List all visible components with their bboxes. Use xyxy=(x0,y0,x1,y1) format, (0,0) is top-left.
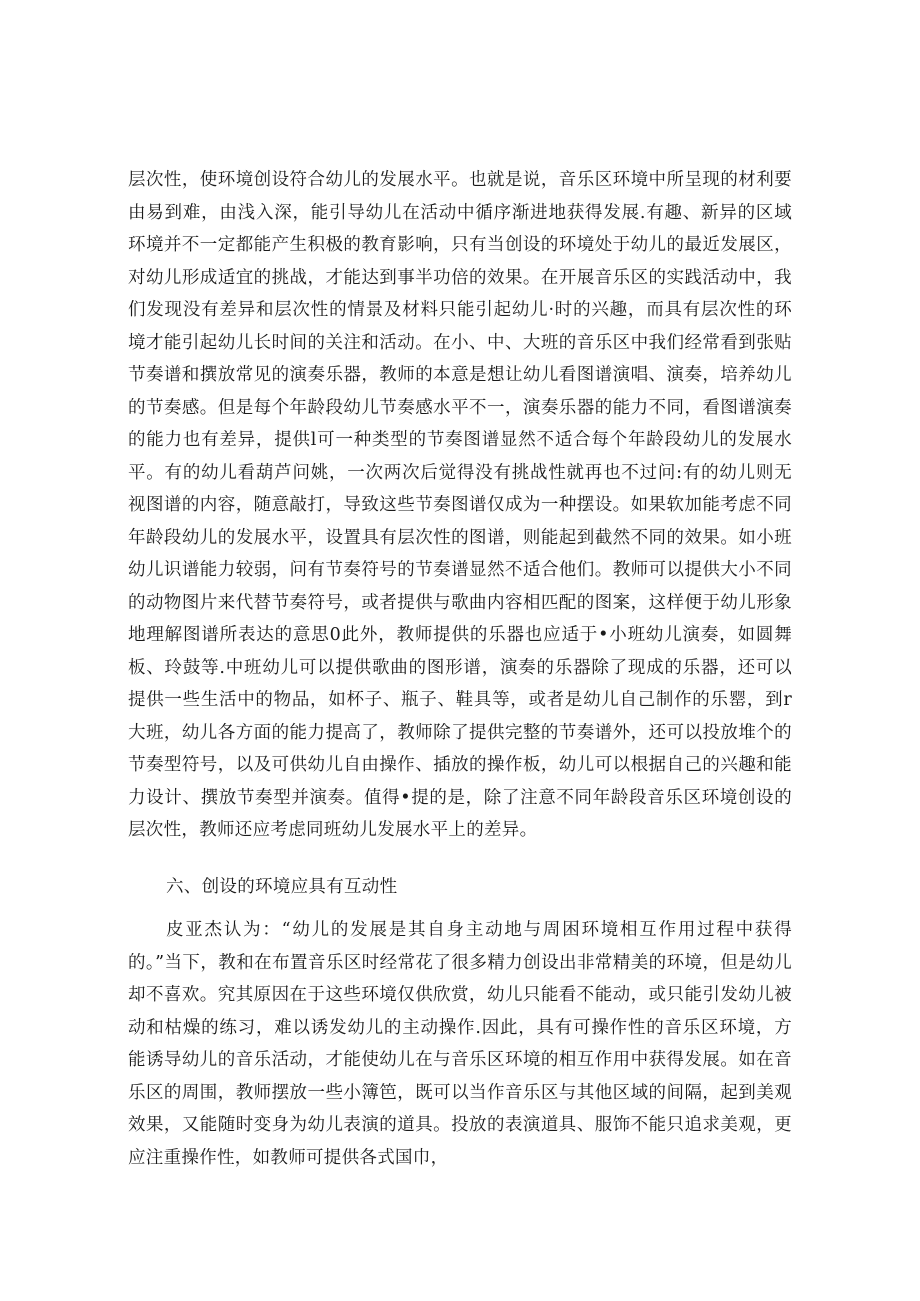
section-heading: 六、创设的环境应具有互动性 xyxy=(166,877,398,897)
paragraph-text: 皮亚杰认为：“幼儿的发展是其自身主动地与周困环境相互作用过程中获得的。”当下，教和在布置音乐区时经常花了很多精力创设出非常精美的环境，但是幼儿却不喜欢。究其原因在于这些环境仅供欣赏，幼儿只能看不能动，或只能引发幼儿被动和枯燥的练习，难以诱发幼儿的主动操作.因此，具有可操作性的音乐区环境，方能诱导幼儿的音乐活动，才能使幼儿在与音乐区环境的相互作用中获得发展。如在音乐区的周围，教师摆放一些小簿笆，既可以当作音乐区与其他区域的间隔，起到美观效果，又能随时变身为幼儿表演的道具。投放的表演道具、服饰不能只追求美观，更应注重操作性，如教师可提供各式国巾， xyxy=(128,920,792,1168)
body-paragraph-1 xyxy=(128,164,792,847)
paragraph-text: 层次性，使环境创设符合幼儿的发展水平。也就是说，音乐区环境中所呈现的材利要由易到难，由浅入深，能引导幼儿在活动中循序渐进地获得发展.有趣、新异的区域环境并不一定都能产生积极的教育影响，只有当创设的环境处于幼儿的最近发展区，对幼儿形成适宜的挑战，才能达到事半功倍的效果。在开展音乐区的实践活动中，我们发现没有差异和层次性的情景及材料只能引起幼儿·时的兴趣，而具有层次性的环境才能引起幼儿长时间的关注和活动。在小、中、大班的音乐区中我们经常看到张贴节奏谱和撰放常见的演奏乐器，教师的本意是想让幼儿看图谱演唱、演奏，培养幼儿的节奏感。但是每个年龄段幼儿节奏感水平不一，演奏乐器的能力不同，看图谱演奏的能力也有差异，提供l可一种类型的节奏图谱显然不适合每个年龄段幼儿的发展水平。有的幼儿看葫芦问姚，一次两次后觉得没有挑战性就再也不过问:有的幼儿则无视图谱的内容，随意敲打，导致这些节奏图谱仅成为一种摆设。如果软加能考虑不同年龄段幼儿的发展水平，设置具有层次性的图谱，则能起到截然不同的效果。如小班幼儿识谱能力较弱，问有节奏符号的节奏谱显然不适合他们。教师可以提供大小不同的动物图片来代替节奏符号，或者提供与歌曲内容相匹配的图案，这样便于幼儿形象地理解图谱所表达的意思0此外，教师提供的乐器也应适于•小班幼儿演奏，如圆舞板、玲鼓等.中班幼儿可以提供歌曲的图形谱，演奏的乐器除了现成的乐器，还可以提供一些生活中的物品，如杯子、瓶子、鞋具等，或者是幼儿自己制作的乐罂，到r大班，幼儿各方面的能力提高了，教师除了提供完整的节奏谱外，还可以投放堆个的节奏型符号，以及可供幼儿自由操作、插放的操作板，幼儿可以根据自己的兴趣和能力设计、撰放节奏型并演奏。值得•提的是，除了注意不同年龄段音乐区环境创设的层次性，教师还应考虑同班幼儿发展水平上的差异。 xyxy=(128,170,792,840)
body-paragraph-2 xyxy=(128,914,792,1174)
